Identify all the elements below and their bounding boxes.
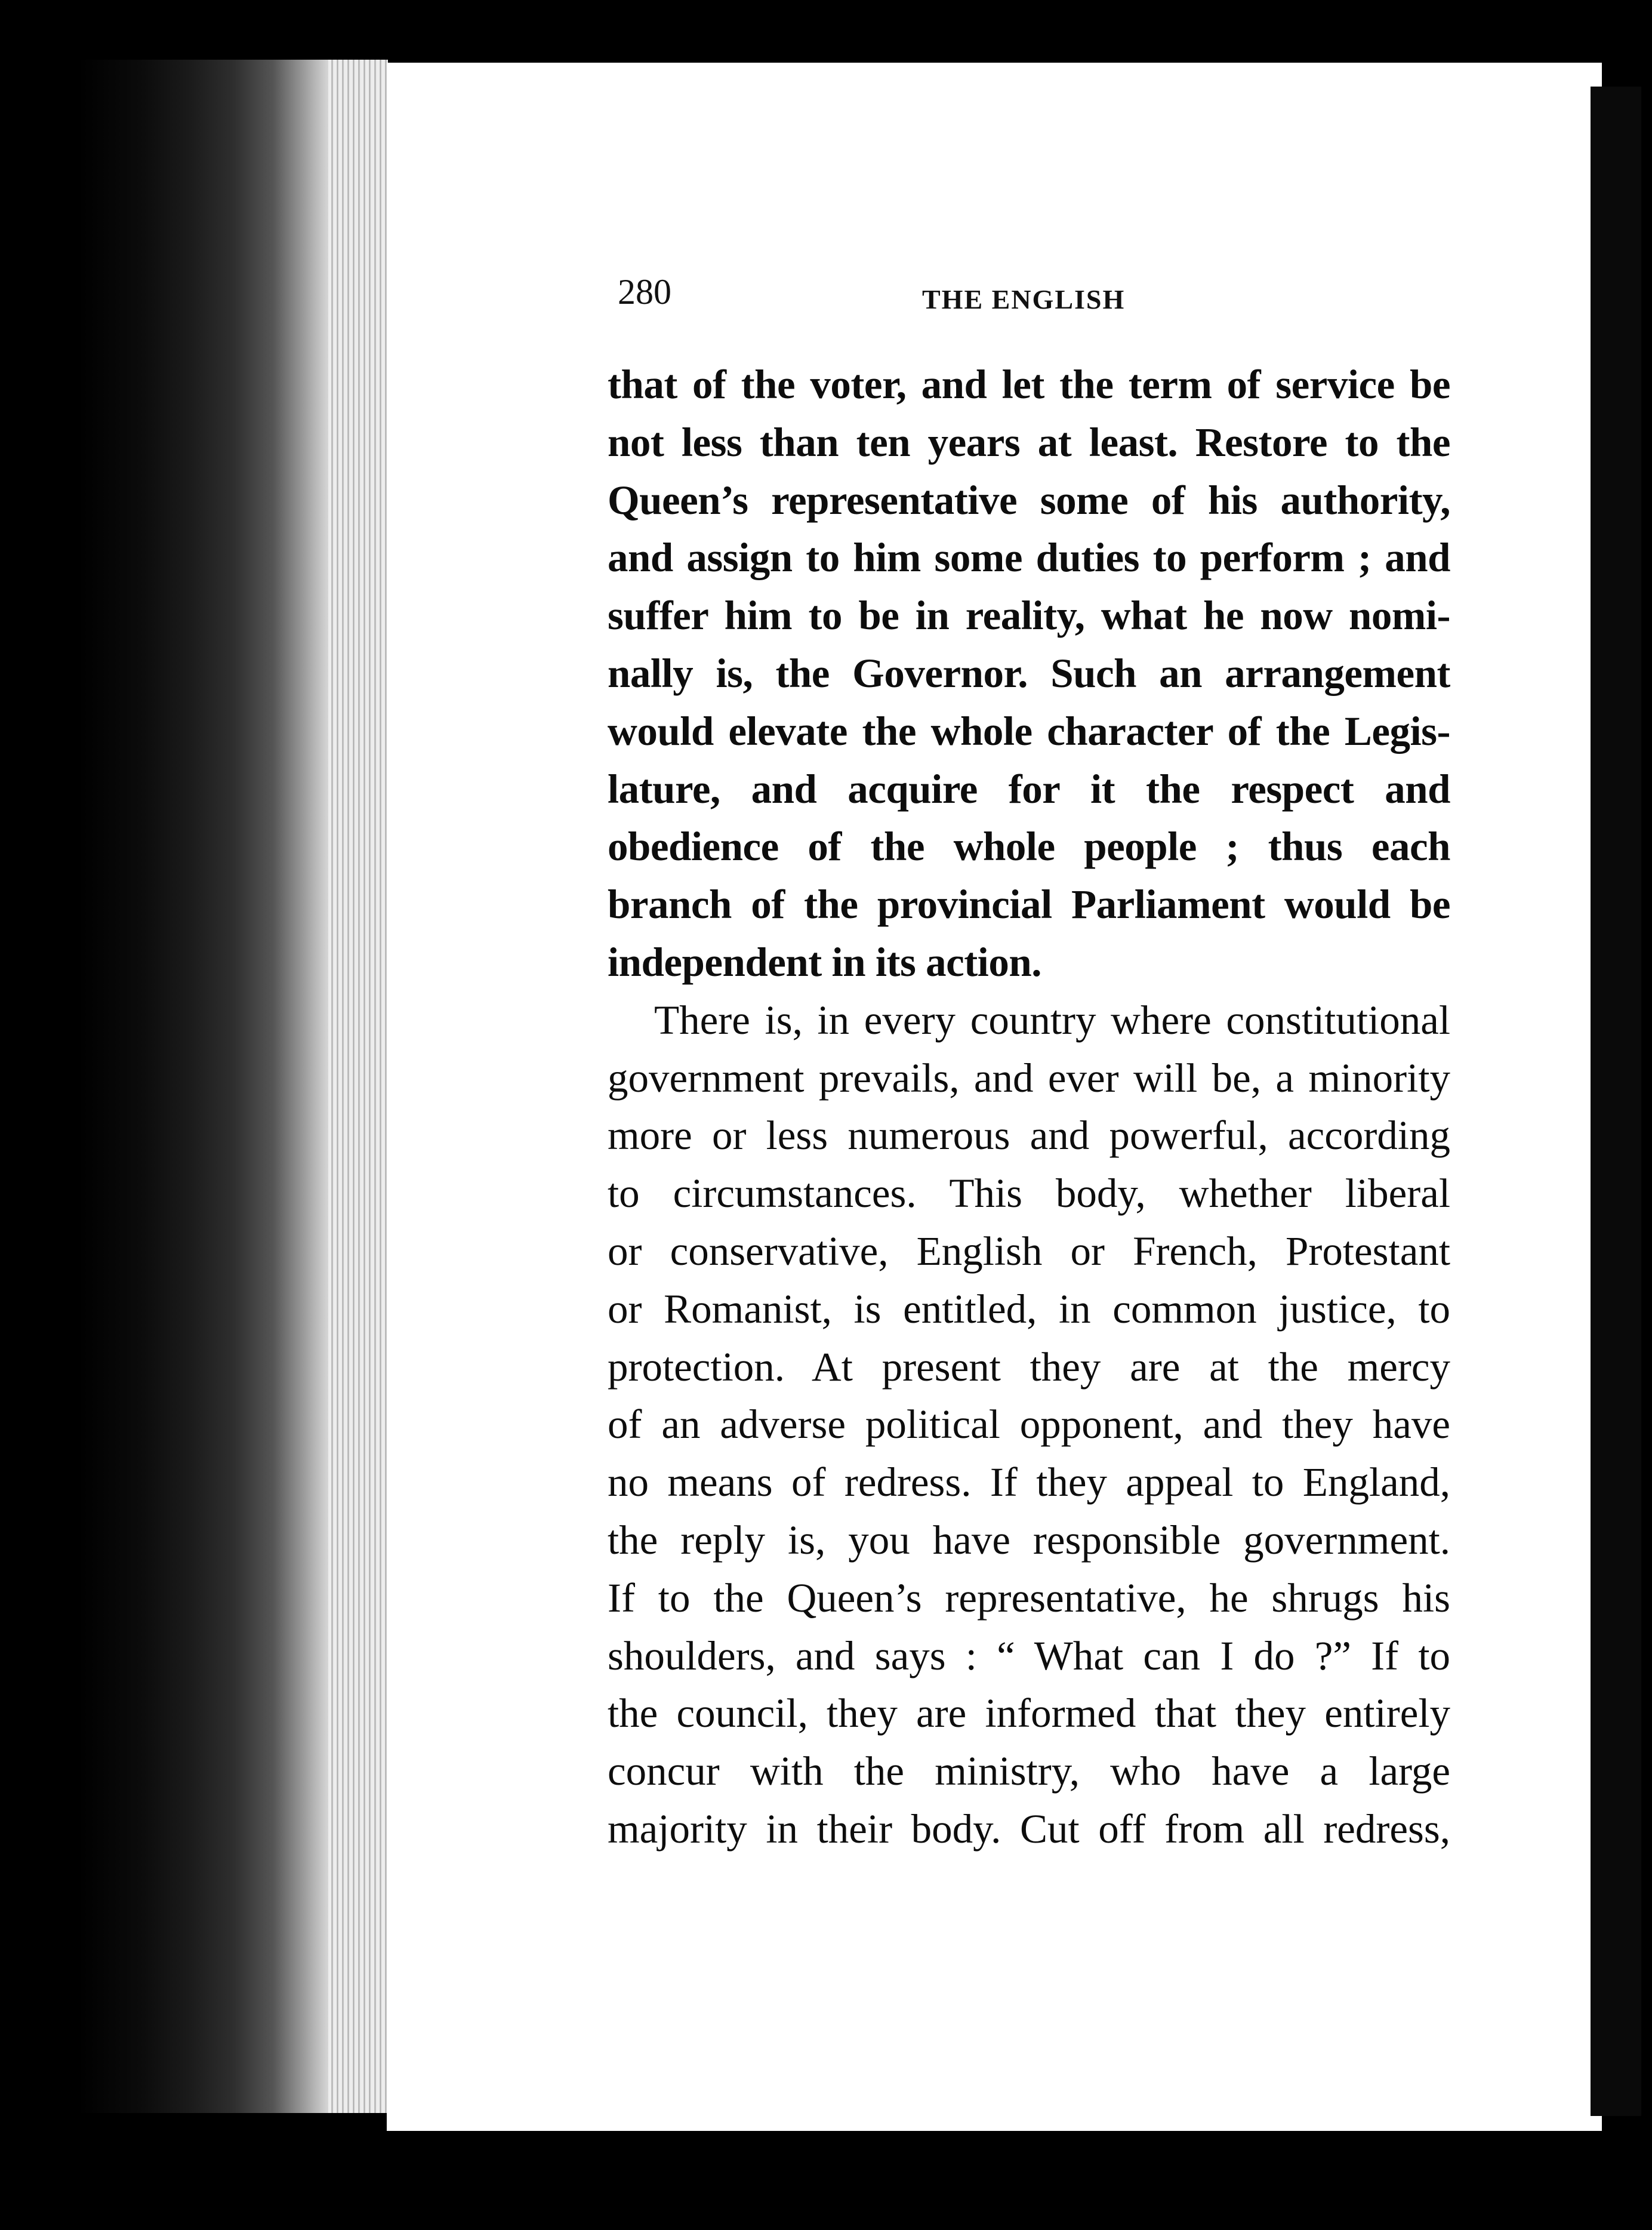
text-line: the council, they are informed that they entirely	[608, 1690, 1450, 1736]
book-spine-shadow	[78, 60, 328, 2113]
running-head: THE ENGLISH	[922, 284, 1126, 315]
text-line: nally is, the Governor. Such an arrangement	[608, 650, 1450, 696]
text-line: to circumstances. This body, whether liberal	[608, 1171, 1450, 1216]
text-line: government prevails, and ever will be, a minority	[608, 1055, 1450, 1101]
text-line: or Romanist, is entitled, in common justice, to	[608, 1286, 1450, 1332]
text-line: of an adverse political opponent, and they have	[608, 1402, 1450, 1447]
text-line: If to the Queen’s representative, he shrugs his	[608, 1575, 1450, 1621]
text-line: or conservative, English or French, Protestant	[608, 1228, 1450, 1274]
text-line: suffer him to be in reality, what he now nomi-	[608, 593, 1450, 639]
text-line: protection. At present they are at the mercy	[608, 1344, 1450, 1390]
text-line: concur with the ministry, who have a large	[608, 1748, 1450, 1794]
page-edges	[328, 60, 388, 2113]
paragraph	[608, 356, 1450, 991]
text-line: There is, in every country where constitutional	[654, 997, 1450, 1043]
text-line: the reply is, you have responsible government.	[608, 1517, 1450, 1563]
text-line: shoulders, and says : “ What can I do ?” If to	[608, 1633, 1450, 1678]
page-body	[608, 356, 1450, 1858]
page-header	[618, 272, 1477, 325]
next-page-edge	[1591, 87, 1641, 2116]
text-line: independent in its action.	[608, 939, 1041, 985]
text-line: branch of the provincial Parliament would be	[608, 882, 1450, 928]
text-line: obedience of the whole people ; thus each	[608, 824, 1450, 870]
text-line: more or less numerous and powerful, according	[608, 1113, 1450, 1159]
text-line: that of the voter, and let the term of service be	[608, 362, 1450, 407]
text-line: not less than ten years at least. Restore to the	[608, 419, 1450, 465]
text-line: Queen’s representative some of his authority,	[608, 477, 1450, 523]
paragraph	[608, 991, 1450, 1858]
text-line: no means of redress. If they appeal to England,	[608, 1459, 1450, 1505]
page-number: 280	[618, 272, 671, 312]
text-line: and assign to him some duties to perform ; and	[608, 535, 1450, 581]
text-line: lature, and acquire for it the respect and	[608, 766, 1450, 812]
text-line: would elevate the whole character of the Legis-	[608, 708, 1450, 754]
text-line: majority in their body. Cut off from all redress,	[608, 1806, 1450, 1852]
